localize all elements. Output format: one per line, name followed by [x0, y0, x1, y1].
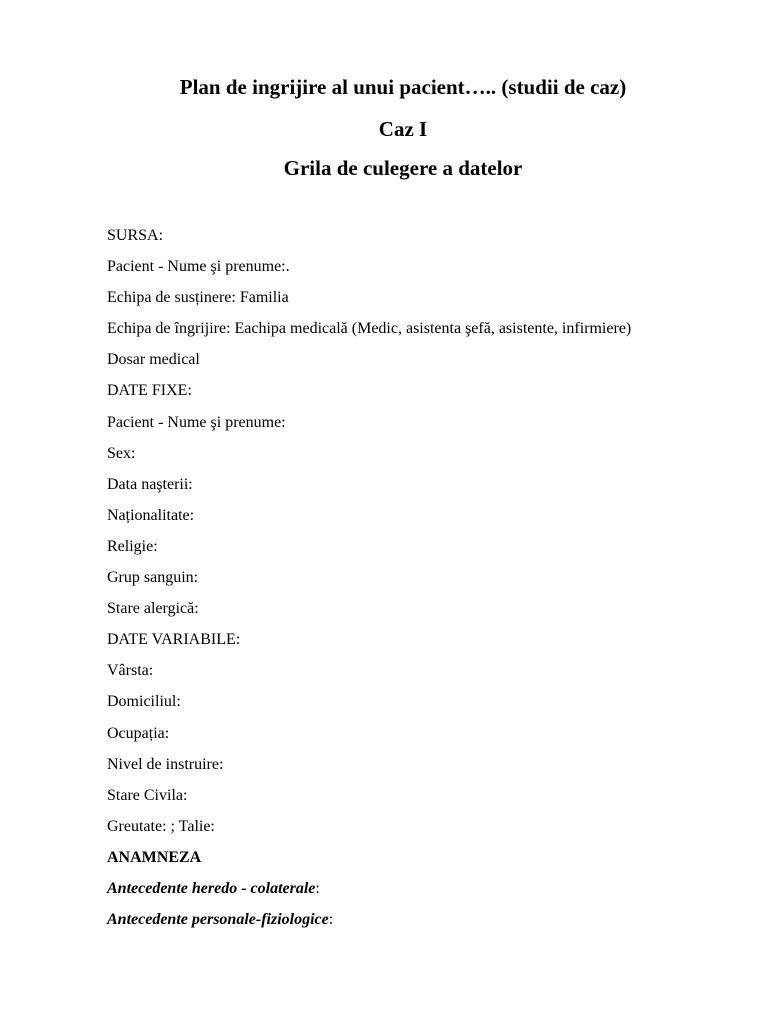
field-line: Nivel de instruire:: [107, 755, 224, 773]
case-heading: Caz I: [378, 117, 428, 141]
field-line: Dosar medical: [107, 351, 200, 369]
field-line: Religie:: [107, 537, 158, 555]
field-line: DATE FIXE:: [107, 382, 192, 400]
field-line: Echipa de îngrijire: Eachipa medicală (Medic, asistenta şefă, asistente, infirmiere): [107, 320, 632, 338]
field-line: Echipa de susținere: Familia: [107, 289, 289, 307]
colon: :: [328, 911, 334, 929]
field-line: Vârsta:: [107, 662, 154, 680]
field-line: Pacient - Nume şi prenume:: [107, 413, 286, 431]
field-line: Pacient - Nume şi prenume:.: [107, 258, 290, 276]
hereditary-history-label: Antecedente heredo - colaterale: [107, 879, 316, 897]
data-collection-list: [107, 224, 747, 939]
field-line: Sex:: [107, 444, 136, 462]
document-title: Plan de ingrijire al unui pacient….. (studii de caz): [179, 75, 627, 99]
field-line: DATE VARIABILE:: [107, 631, 241, 649]
field-line: Greutate: ; Talie:: [107, 817, 215, 835]
field-line: Ocupația:: [107, 724, 170, 742]
field-line: Stare Civila:: [107, 786, 188, 804]
personal-history-line: [107, 908, 747, 939]
field-line: Data naşterii:: [107, 475, 193, 493]
personal-history-label: Antecedente personale-fiziologice: [107, 911, 329, 929]
field-line: Grup sanguin:: [107, 569, 199, 587]
field-line: SURSA:: [107, 227, 164, 244]
field-line: Naționalitate:: [107, 506, 195, 524]
document-subtitle: Grila de culegere a datelor: [283, 156, 523, 180]
field-line: Stare alergică:: [107, 600, 199, 618]
anamneza-heading: ANAMNEZA: [107, 848, 202, 866]
colon: :: [315, 879, 320, 897]
hereditary-history-line: [107, 877, 747, 908]
field-line: Domiciliul:: [107, 693, 181, 711]
